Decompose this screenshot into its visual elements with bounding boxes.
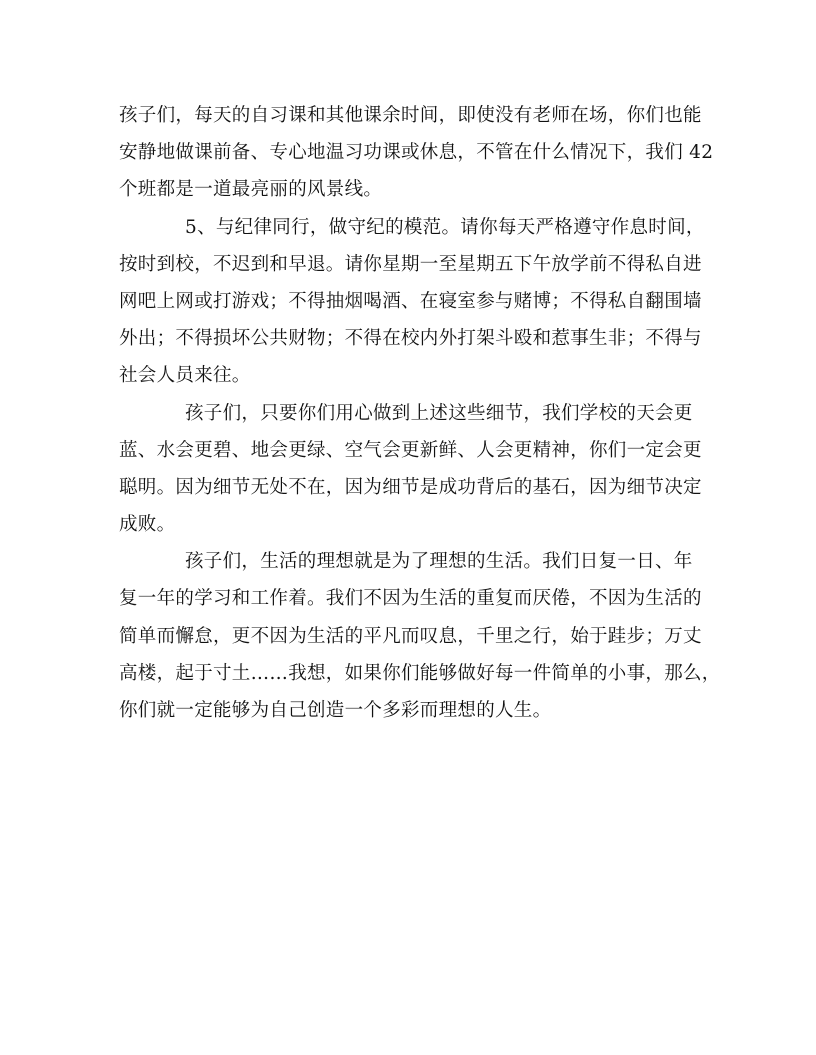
- paragraph-1-line-3: 个班都是一道最亮丽的风景线。: [119, 179, 383, 201]
- document-body: [119, 97, 721, 729]
- paragraph-3-line-2: 蓝、水会更碧、地会更绿、空气会更新鲜、人会更精神，你们一定会更: [119, 439, 702, 461]
- paragraph-3-line-4: 成败。: [119, 514, 176, 536]
- paragraph-2-line-4: 外出；不得损坏公共财物；不得在校内外打架斗殴和惹事生非；不得与: [119, 328, 702, 350]
- paragraph-4-line-5: 你们就一定能够为自己创造一个多彩而理想的人生。: [119, 700, 552, 721]
- paragraph-2-line-2: 按时到校，不迟到和早退。请你星期一至星期五下午放学前不得私自进: [119, 253, 702, 275]
- paragraph-2-line-3: 网吧上网或打游戏；不得抽烟喝酒、在寝室参与赌博；不得私自翻围墙: [119, 290, 702, 312]
- paragraph-2-line-1: 5、与纪律同行，做守纪的模范。请你每天严格遵守作息时间，: [185, 216, 705, 238]
- paragraph-3-line-1: 孩子们，只要你们用心做到上述这些细节，我们学校的天会更: [185, 402, 693, 424]
- paragraph-4-line-4: 高楼，起于寸土……我想，如果你们能够做好每一件简单的小事，那么，: [119, 662, 721, 684]
- paragraph-4-line-2: 复一年的学习和工作着。我们不因为生活的重复而厌倦，不因为生活的: [119, 588, 702, 610]
- paragraph-2-line-5: 社会人员来往。: [119, 365, 251, 387]
- paragraph-1-line-2: 安静地做课前备、专心地温习功课或休息，不管在什么情况下，我们 42: [119, 142, 714, 164]
- paragraph-4-line-3: 简单而懈怠，更不因为生活的平凡而叹息，千里之行，始于跬步；万丈: [119, 625, 702, 647]
- paragraph-3-line-3: 聪明。因为细节无处不在，因为细节是成功背后的基石，因为细节决定: [119, 476, 702, 498]
- paragraph-4-line-1: 孩子们，生活的理想就是为了理想的生活。我们日复一日、年: [185, 551, 693, 573]
- paragraph-1-line-1: 孩子们，每天的自习课和其他课余时间，即使没有老师在场，你们也能: [119, 105, 702, 126]
